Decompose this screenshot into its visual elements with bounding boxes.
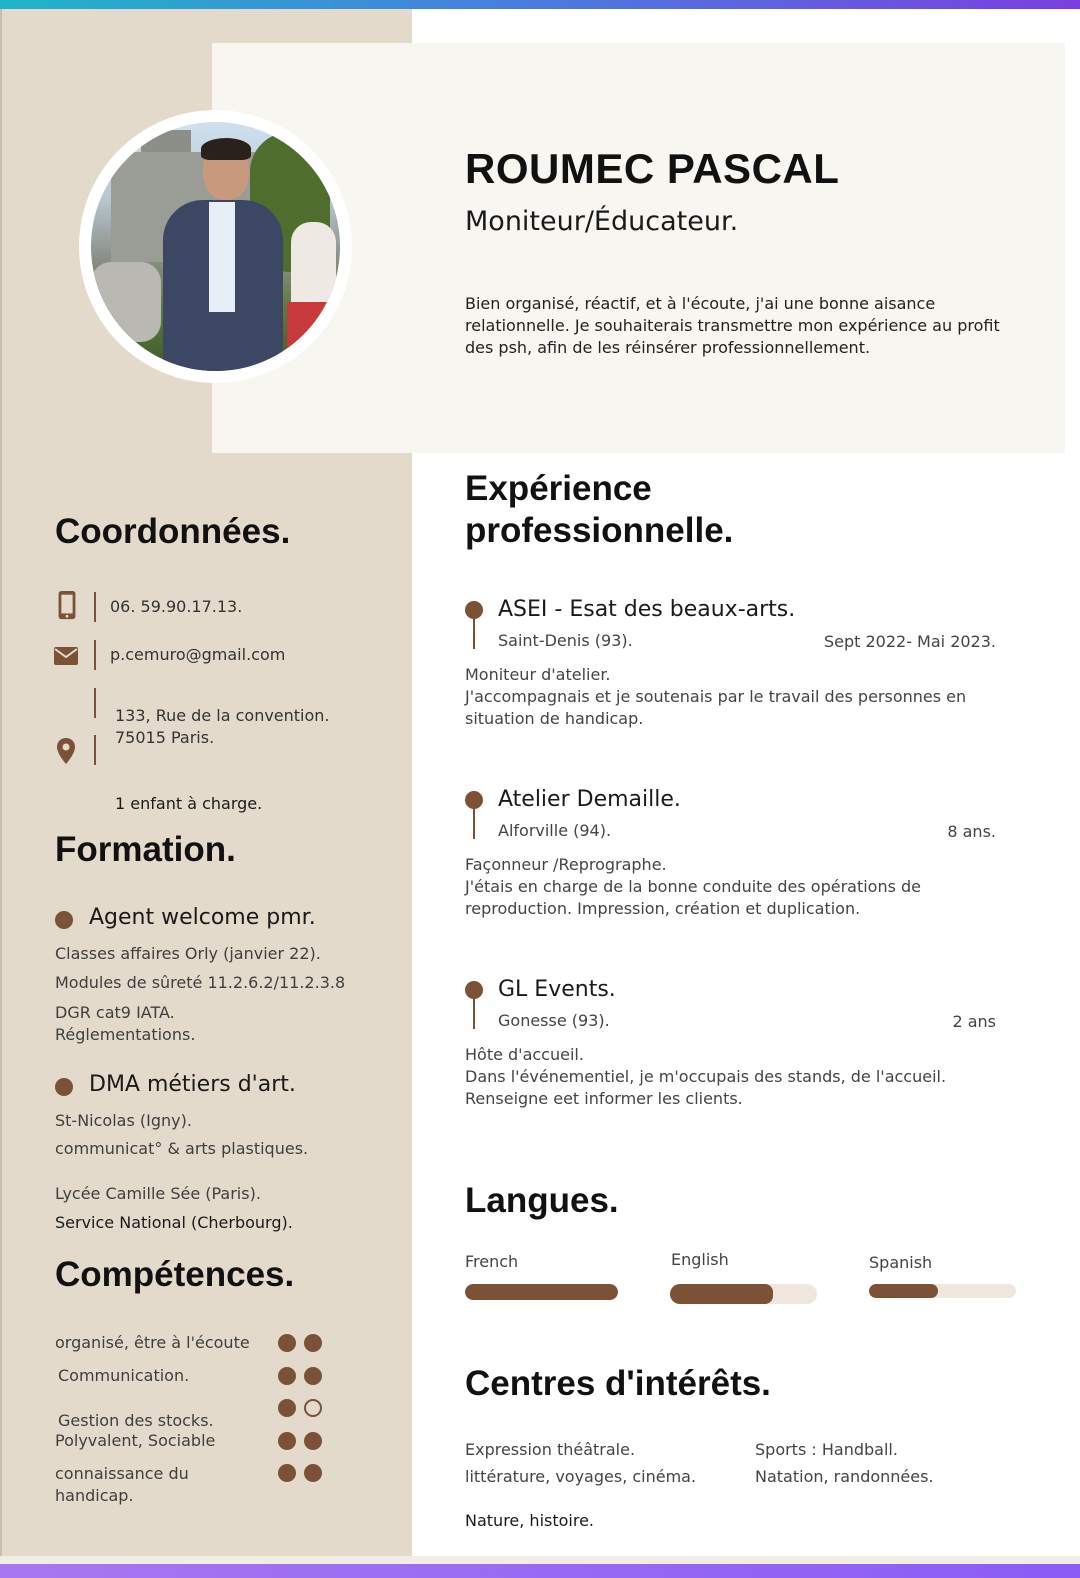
profile-photo <box>79 110 352 383</box>
family-status: 1 enfant à charge. <box>115 794 263 813</box>
language-level-bar <box>465 1284 618 1300</box>
email-address[interactable]: p.cemuro@gmail.com <box>110 645 286 664</box>
experience-title: Atelier Demaille. <box>498 787 681 812</box>
experience-desc-line: J'étais en charge de la bonne conduite des opérations de <box>465 877 922 896</box>
education-line: Lycée Camille Sée (Paris). <box>55 1184 261 1203</box>
bullet-dot <box>55 911 73 929</box>
education-line: Service National (Cherbourg). <box>55 1213 293 1232</box>
skill-dot-filled <box>278 1367 296 1385</box>
language-level-bar <box>869 1284 1016 1298</box>
experience-location: Alforville (94). <box>498 821 612 840</box>
skill-label: Polyvalent, Sociable <box>55 1431 216 1450</box>
language-level-fill <box>670 1284 773 1304</box>
location-pin-icon <box>56 737 76 765</box>
languages-heading: Langues. <box>465 1181 619 1220</box>
top-gradient-bar <box>0 0 1080 9</box>
skill-dot-filled <box>304 1334 322 1352</box>
language-name: French <box>465 1252 519 1271</box>
experience-heading: professionnelle. <box>465 511 734 550</box>
experience-date: 2 ans <box>952 1012 996 1031</box>
skill-dot-filled <box>304 1464 322 1482</box>
skill-dot-filled <box>304 1367 322 1385</box>
interest-item: Sports : Handball. <box>755 1440 898 1459</box>
language-level-fill <box>465 1284 618 1300</box>
phone-icon <box>55 590 79 620</box>
interest-item: Nature, histoire. <box>465 1511 595 1530</box>
bottom-gradient-bar <box>0 1564 1080 1578</box>
education-line: DGR cat9 IATA. <box>55 1003 175 1022</box>
skills-heading: Compétences. <box>55 1255 295 1294</box>
education-title: Agent welcome pmr. <box>89 905 316 930</box>
address-line-1: 133, Rue de la convention. <box>115 706 330 725</box>
contact-separator <box>94 735 96 765</box>
language-name: English <box>671 1250 729 1269</box>
experience-heading: Expérience <box>465 469 652 508</box>
experience-desc-line: Dans l'événementiel, je m'occupais des stands, de l'accueil. <box>465 1067 947 1086</box>
skill-label: Communication. <box>58 1366 190 1385</box>
language-name: Spanish <box>869 1253 933 1272</box>
interest-item: Natation, randonnées. <box>755 1467 934 1486</box>
skill-label: connaissance du <box>55 1464 189 1483</box>
experience-desc-line: Façonneur /Reprographe. <box>465 855 667 874</box>
contact-heading: Coordonnées. <box>55 512 291 551</box>
experience-title: ASEI - Esat des beaux-arts. <box>498 597 796 622</box>
contact-separator <box>94 688 96 718</box>
experience-desc-line: Renseigne eet informer les clients. <box>465 1089 743 1108</box>
experience-desc-line: Moniteur d'atelier. <box>465 665 611 684</box>
experience-date: 8 ans. <box>947 822 996 841</box>
bullet-dot <box>55 1078 73 1096</box>
education-line: Classes affaires Orly (janvier 22). <box>55 944 321 963</box>
contact-separator <box>94 592 96 622</box>
experience-desc-line: Hôte d'accueil. <box>465 1045 584 1064</box>
education-line: Réglementations. <box>55 1025 196 1044</box>
person-name: ROUMEC PASCAL <box>465 145 840 192</box>
mail-icon <box>53 644 79 668</box>
education-line: communicat° & arts plastiques. <box>55 1139 309 1158</box>
profile-summary: Bien organisé, réactif, et à l'écoute, j'ai une bonne aisance relationnelle. Je souhaiterais transmettre mon expérience au profit des psh, afin de les réinsérer professionnellement. <box>465 294 1000 357</box>
skill-dot-filled <box>278 1334 296 1352</box>
language-level-fill <box>869 1284 938 1298</box>
timeline-pin <box>465 981 483 1031</box>
skill-dot-filled <box>304 1432 322 1450</box>
timeline-pin <box>465 791 483 841</box>
skill-label: handicap. <box>55 1486 134 1505</box>
education-title: DMA métiers d'art. <box>89 1072 296 1097</box>
phone-number[interactable]: 06. 59.90.17.13. <box>110 597 243 616</box>
experience-desc-line: reproduction. Impression, création et duplication. <box>465 899 861 918</box>
job-title: Moniteur/Éducateur. <box>465 206 739 237</box>
address-line-2: 75015 Paris. <box>115 728 215 747</box>
language-level-bar <box>670 1284 817 1304</box>
skill-dot-filled <box>278 1399 296 1417</box>
experience-desc-line: J'accompagnais et je soutenais par le travail des personnes en <box>465 687 967 706</box>
experience-location: Saint-Denis (93). <box>498 631 633 650</box>
interest-item: Expression théâtrale. <box>465 1440 636 1459</box>
timeline-pin <box>465 601 483 651</box>
skill-dot-empty <box>304 1399 322 1417</box>
skill-label: Gestion des stocks. <box>58 1411 214 1430</box>
experience-desc-line: situation de handicap. <box>465 709 644 728</box>
experience-date: Sept 2022- Mai 2023. <box>823 632 996 651</box>
interests-heading: Centres d'intérêts. <box>465 1364 771 1403</box>
education-line: St-Nicolas (Igny). <box>55 1111 192 1130</box>
skill-dot-filled <box>278 1464 296 1482</box>
education-heading: Formation. <box>55 830 236 869</box>
skill-dot-filled <box>278 1432 296 1450</box>
experience-title: GL Events. <box>498 977 616 1002</box>
interest-item: littérature, voyages, cinéma. <box>465 1467 697 1486</box>
skill-label: organisé, être à l'écoute <box>55 1333 250 1352</box>
contact-separator <box>94 640 96 670</box>
experience-location: Gonesse (93). <box>498 1011 610 1030</box>
education-line: Modules de sûreté 11.2.6.2/11.2.3.8 <box>55 973 346 992</box>
